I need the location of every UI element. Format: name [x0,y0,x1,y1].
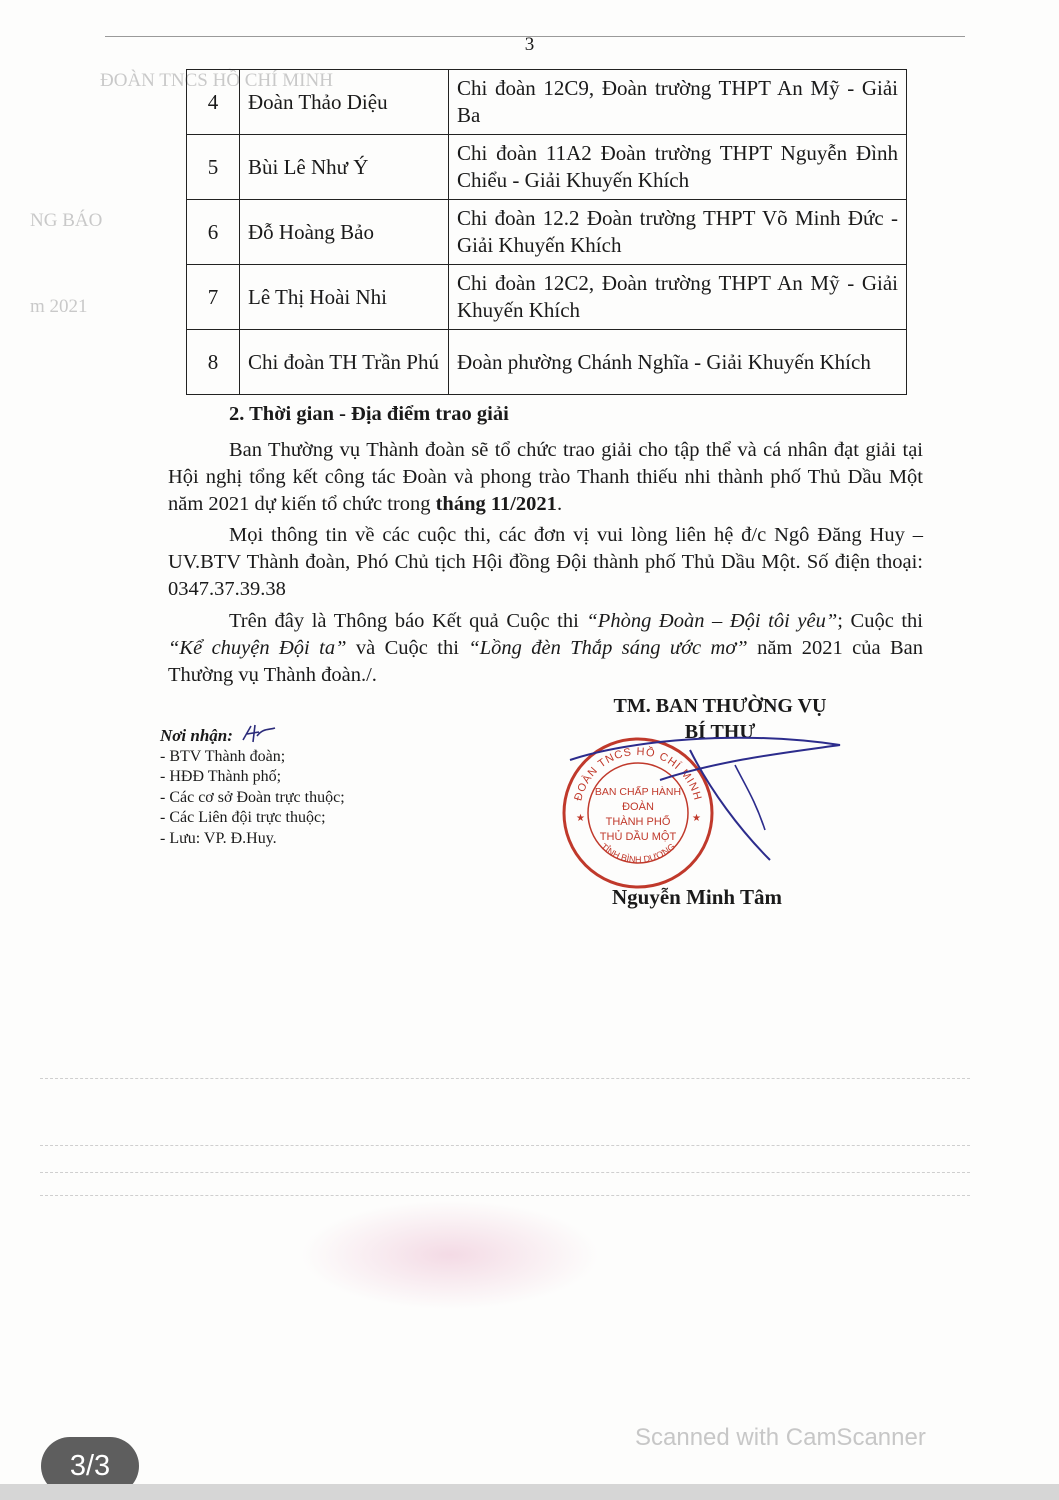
winner-unit: Chi đoàn 12.2 Đoàn trường THPT Võ Minh Đức - Giải Khuyến Khích [449,200,907,265]
bleed-line [40,1195,970,1196]
recipient-item: - Các cơ sở Đoàn trực thuộc; [160,788,345,806]
seal-ring-text: ĐOÀN TNCS HỒ CHÍ MINH [572,745,704,803]
winner-unit: Chi đoàn 12C2, Đoàn trường THPT An Mỹ - Giải Khuyến Khích [449,265,907,330]
row-number: 8 [187,330,240,395]
winner-name: Lê Thị Hoài Nhi [240,265,449,330]
closing-text: và Cuộc thi [346,637,469,659]
winner-name: Đỗ Hoàng Bảo [240,200,449,265]
scanner-watermark: Scanned with CamScanner [635,1424,926,1451]
row-number: 6 [187,200,240,265]
contest-name: “Phòng Đoàn – Đội tôi yêu” [586,610,838,632]
bleed-line [40,1078,970,1079]
awards-table [186,69,907,395]
bleed-doc-type: NG BÁO [30,210,103,231]
table-row [187,265,907,330]
winner-unit: Chi đoàn 12C9, Đoàn trường THPT An Mỹ - Giải Ba [449,70,907,135]
row-number: 4 [187,70,240,135]
recipients-title [160,722,460,747]
recipient-item: - BTV Thành đoàn; [160,747,286,765]
paragraph-end: . [556,493,563,515]
closing-text: ; Cuộc thi [837,610,924,632]
seal-line: ĐOÀN [622,801,654,813]
contest-name: “Lồng đèn Thắp sáng ước mơ” [468,637,748,659]
winner-name: Đoàn Thảo Diệu [240,70,449,135]
bleed-line [40,1172,970,1173]
paragraph-closing [168,608,923,689]
svg-text:★: ★ [692,813,701,824]
winner-name: Chi đoàn TH Trần Phú [240,330,449,395]
paragraph-contact: Mọi thông tin về các cuộc thi, các đơn vị vui lòng liên hệ đ/c Ngô Đăng Huy – UV.BTV Thành đoàn, Phó Chủ tịch Hội đồng Đội thành phố Thủ Dầu Một. Số điện thoại: 0347.37.39.38 [168,524,923,600]
recipient-item: - Các Liên đội trực thuộc; [160,809,326,826]
seal-line: THỦ DẦU MỘT [599,831,677,843]
signature-role: BÍ THƯ [684,721,756,743]
page-number: 3 [524,34,535,55]
recipients-title-text: Nơi nhận: [160,726,233,745]
handwritten-signature-icon [540,690,870,890]
closing-text: Trên đây là Thông báo Kết quả Cuộc thi [229,610,587,632]
paragraph-award-time [168,437,923,518]
initial-mark-icon [237,722,279,744]
table-row [187,70,907,135]
award-month: tháng 11/2021 [435,493,557,515]
seal-line: THÀNH PHỐ [605,816,671,828]
recipients-block [160,722,460,849]
winner-unit: Chi đoàn 11A2 Đoàn trường THPT Nguyễn Đình Chiểu - Giải Khuyến Khích [449,135,907,200]
winner-unit: Đoàn phường Chánh Nghĩa - Giải Khuyến Khích [449,330,907,395]
bleed-line [40,1145,970,1146]
signature-title: TM. BAN THƯỜNG VỤ [613,695,827,717]
signer-name: Nguyễn Minh Tâm [612,885,782,909]
section-heading: 2. Thời gian - Địa điểm trao giải [229,403,509,425]
svg-text:★: ★ [576,813,585,824]
page-indicator[interactable]: 3/3 [41,1437,139,1495]
table-row [187,330,907,395]
paragraph-text: Ban Thường vụ Thành đoàn sẽ tổ chức trao giải cho tập thể và cá nhân đạt giải tại Hội nghị tổng kết công tác Đoàn và phong trào Thanh thiếu nhi thành phố Thủ Dầu Một năm 2021 dự kiến tổ chức trong [168,439,923,515]
bottom-bar [0,1484,1059,1500]
contest-name: “Kể chuyện Đội ta” [168,637,347,659]
winner-name: Bùi Lê Như Ý [240,135,449,200]
bleed-year: m 2021 [30,296,88,317]
pink-smudge [300,1200,600,1310]
table-row [187,200,907,265]
bleed-org-header: ĐOÀN TNCS HỒ CHÍ MINH [100,70,333,91]
seal-bottom-text: TỈNH BÌNH DƯƠNG [599,841,677,865]
table-row [187,135,907,200]
closing-text: năm 2021 của Ban Thường vụ Thành đoàn./. [168,637,924,686]
recipient-item: - HĐĐ Thành phố; [160,768,282,785]
seal-line: BAN CHẤP HÀNH [594,786,682,798]
row-number: 5 [187,135,240,200]
recipient-item: - Lưu: VP. Đ.Huy. [160,829,277,847]
row-number: 7 [187,265,240,330]
